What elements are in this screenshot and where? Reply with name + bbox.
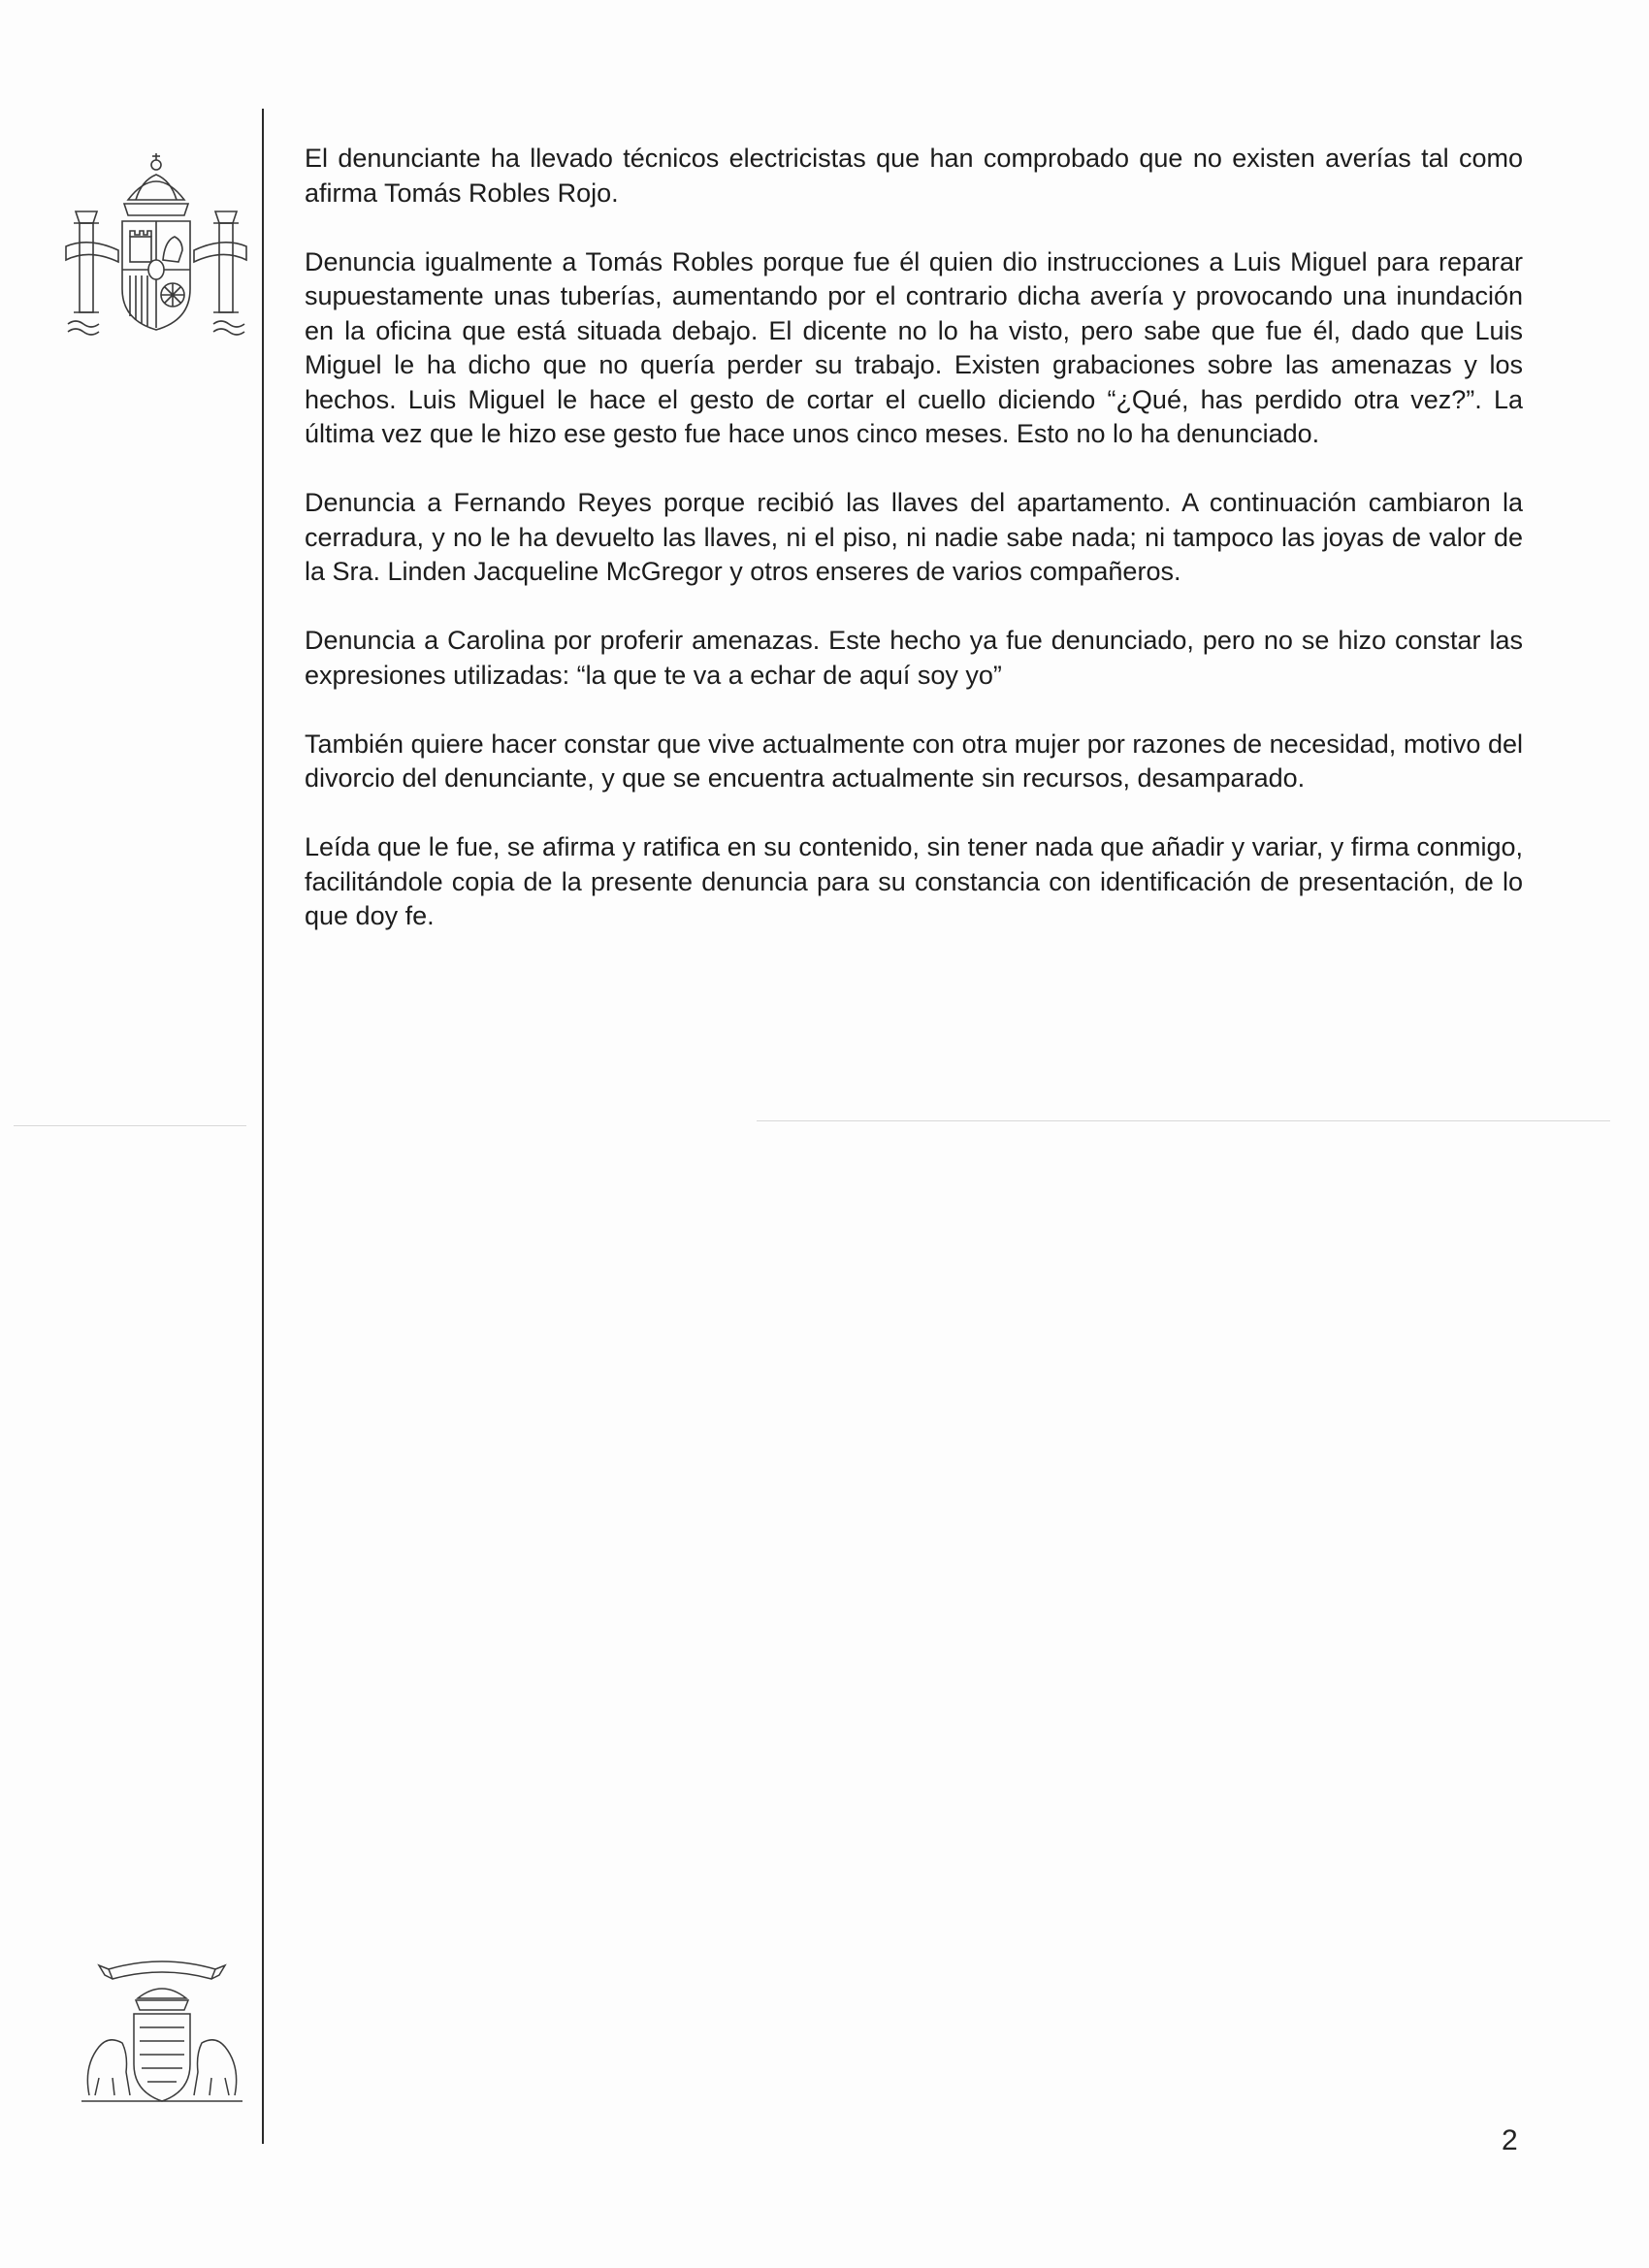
canarias-coat-of-arms-icon — [70, 1950, 254, 2117]
paragraph: También quiere hacer constar que vive actualmente con otra mujer por razones de necesidad, motivo del divorcio del denunciante, y que se encuentra actualmente sin recursos, desamparado. — [305, 729, 1523, 793]
paragraph: Leída que le fue, se afirma y ratifica en su contenido, sin tener nada que añadir y variar, y firma conmigo, facilitándole copia de la presente denuncia para su constancia con identificación de presentación, de lo que doy fe. — [305, 832, 1523, 930]
paragraph: Denuncia a Fernando Reyes porque recibió las llaves del apartamento. A continuación cambiaron la cerradura, y no le ha devuelto las llaves, ni el piso, ni nadie sabe nada; ni tampoco las joyas de valor de la Sra. Linden Jacqueline McGregor y otros enseres de varios compañeros. — [305, 488, 1523, 586]
paragraph: Denuncia a Carolina por proferir amenazas. Este hecho ya fue denunciado, pero no se hizo constar las expresiones utilizadas: “la que te va a echar de aquí soy yo” — [305, 626, 1523, 690]
denuncia-body — [305, 142, 1523, 968]
scan-fold-line — [14, 1125, 246, 1126]
scan-fold-line — [757, 1120, 1610, 1121]
paragraph: El denunciante ha llevado técnicos electricistas que han comprobado que no existen averías tal como afirma Tomás Robles Rojo. — [305, 144, 1523, 208]
margin-rule — [262, 109, 264, 2144]
spain-coat-of-arms-icon — [60, 144, 252, 345]
paragraph: Denuncia igualmente a Tomás Robles porque fue él quien dio instrucciones a Luis Miguel para reparar supuestamente unas tuberías, aumentando por el contrario dicha avería y provocando una inundación en la oficina que está situada debajo. El dicente no lo ha visto, pero sabe que fue él, dado que Luis Miguel le ha dicho que no quería perder su trabajo. Existen grabaciones sobre las amenazas y los hechos. Luis Miguel le hace el gesto de cortar el cuello diciendo “¿Qué, has perdido otra vez?”. La última vez que le hizo ese gesto fue hace unos cinco meses. Esto no lo ha denunciado. — [305, 246, 1523, 448]
page-number: 2 — [1502, 2124, 1518, 2156]
